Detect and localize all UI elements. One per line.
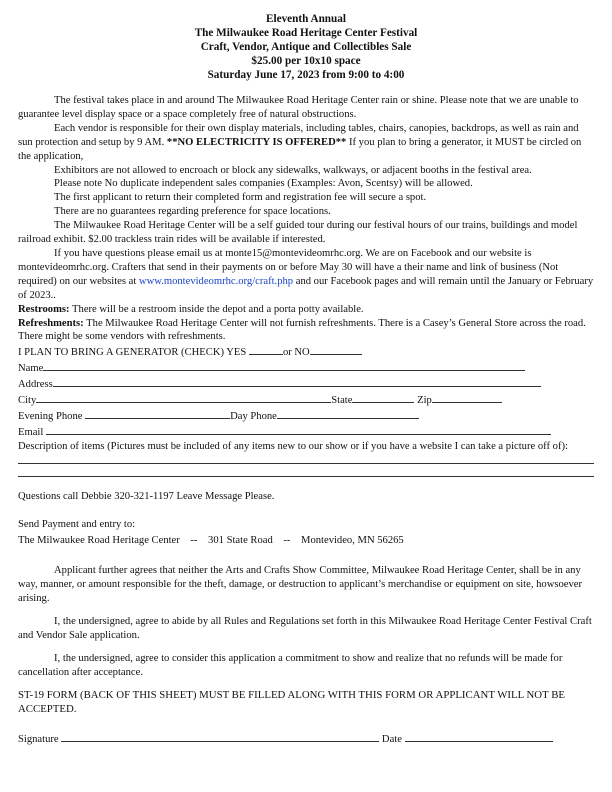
paragraph-rain-or-shine: The festival takes place in and around The Milwaukee Road Heritage Center rain or shine. Please note that we are unable to guarantee level display space or a space completely free of natural obstructions.: [18, 95, 579, 120]
city-state-zip-row: City State Zip: [18, 392, 594, 408]
craft-page-link[interactable]: www.montevideomrhc.org/craft.php: [138, 275, 294, 287]
paragraph-first-applicant: The first applicant to return their completed form and registration fee will secure a spot.: [54, 192, 427, 204]
rules-section: [18, 94, 594, 746]
application-form: [18, 12, 594, 746]
description-label: Description of items (Pictures must be included of any items new to our show or if you have a website I can take a picture off of):: [18, 440, 568, 452]
header-line-5: Saturday June 17, 2023 from 9:00 to 4:00: [207, 69, 405, 81]
address-field[interactable]: [53, 376, 541, 387]
state-field[interactable]: [352, 392, 414, 403]
paragraph-no-guarantees: There are no guarantees regarding preference for space locations.: [54, 206, 331, 218]
refreshments-note: Refreshments: The Milwaukee Road Heritage Center will not furnish refreshments. There is a Casey’s General Store across the road. There might be some vendors with refreshments.: [18, 317, 586, 343]
generator-yes-field[interactable]: [249, 344, 283, 355]
no-electricity-notice: **NO ELECTRICITY IS OFFERED**: [166, 136, 347, 148]
name-field[interactable]: [43, 360, 525, 371]
paragraph-contact-website: If you have questions please email us at monte15@montevideomrhc.org. We are on Facebook and our website is montevideomrhc.org. Crafters that send in their payments on or before May 30 will have a their name and link of business (Not required) on our websites at www.montevideomrhc.org/craft.php and our Facebook pages and will remain until the January or February of 2023..: [18, 247, 594, 301]
mailing-address: The Milwaukee Road Heritage Center -- 301 State Road -- Montevideo, MN 56265: [18, 535, 404, 547]
send-payment-label: Send Payment and entry to:: [18, 518, 136, 530]
generator-question: I PLAN TO BRING A GENERATOR (CHECK) YES or NO: [18, 344, 594, 360]
email-field[interactable]: [46, 424, 551, 435]
evening-phone-field[interactable]: [85, 408, 230, 419]
form-header: [18, 12, 594, 82]
paragraph-no-duplicates: Please note No duplicate independent sales companies (Examples: Avon, Scentsy) will be allowed.: [54, 178, 473, 190]
header-line-3: Craft, Vendor, Antique and Collectibles Sale: [200, 41, 412, 53]
restrooms-note: Restrooms: There will be a restroom inside the depot and a porta potty available.: [18, 303, 364, 315]
st19-notice: ST-19 FORM (BACK OF THIS SHEET) MUST BE FILLED ALONG WITH THIS FORM OR APPLICANT WILL NOT BE ACCEPTED.: [18, 688, 565, 715]
email-row: Email: [18, 424, 594, 440]
city-field[interactable]: [36, 392, 331, 403]
address-row: Address: [18, 376, 594, 392]
phone-row: Evening Phone Day Phone: [18, 408, 594, 424]
questions-call: Questions call Debbie 320-321-1197 Leave Message Please.: [18, 490, 275, 502]
generator-no-field[interactable]: [310, 344, 362, 355]
day-phone-field[interactable]: [277, 408, 419, 419]
description-line-2[interactable]: [18, 465, 594, 477]
zip-field[interactable]: [432, 392, 502, 403]
signature-field[interactable]: [61, 731, 379, 742]
name-row: Name: [18, 360, 594, 376]
liability-clause: Applicant further agrees that neither the Arts and Crafts Show Committee, Milwaukee Road Heritage Center, shall be in any way, manner, or amount responsible for the theft, damage, or destruction to applicant’s merchandise or equipment on site, howsoever arising.: [18, 565, 583, 605]
header-line-2: The Milwaukee Road Heritage Center Festival: [194, 27, 418, 39]
paragraph-encroach: Exhibitors are not allowed to encroach or block any sidewalks, walkways, or adjacent booths in the festival area.: [54, 164, 532, 176]
paragraph-display-materials: Each vendor is responsible for their own display materials, including tables, chairs, canopies, backdrops, as well as rain and sun protection and setup by 9 AM. **NO ELECTRICITY IS OFFERED** If you plan to bring a generator, it MUST be circled on the application,: [18, 122, 582, 162]
header-line-4: $25.00 per 10x10 space: [251, 55, 361, 67]
date-field[interactable]: [405, 731, 553, 742]
header-line-1: Eleventh Annual: [266, 13, 346, 25]
abide-clause: I, the undersigned, agree to abide by all Rules and Regulations set forth in this Milwaukee Road Heritage Center Festival Craft and Vendor Sale application.: [18, 616, 592, 641]
commitment-clause: I, the undersigned, agree to consider this application a commitment to show and realize that no refunds will be made for cancellation after acceptance.: [18, 652, 563, 678]
signature-row: Signature Date: [18, 731, 594, 747]
paragraph-self-guided-tour: The Milwaukee Road Heritage Center will be a self guided tour during our festival hours of our trains, buildings and model railroad exhibit. $2.00 trackless train rides will be available if interested.: [18, 220, 578, 246]
